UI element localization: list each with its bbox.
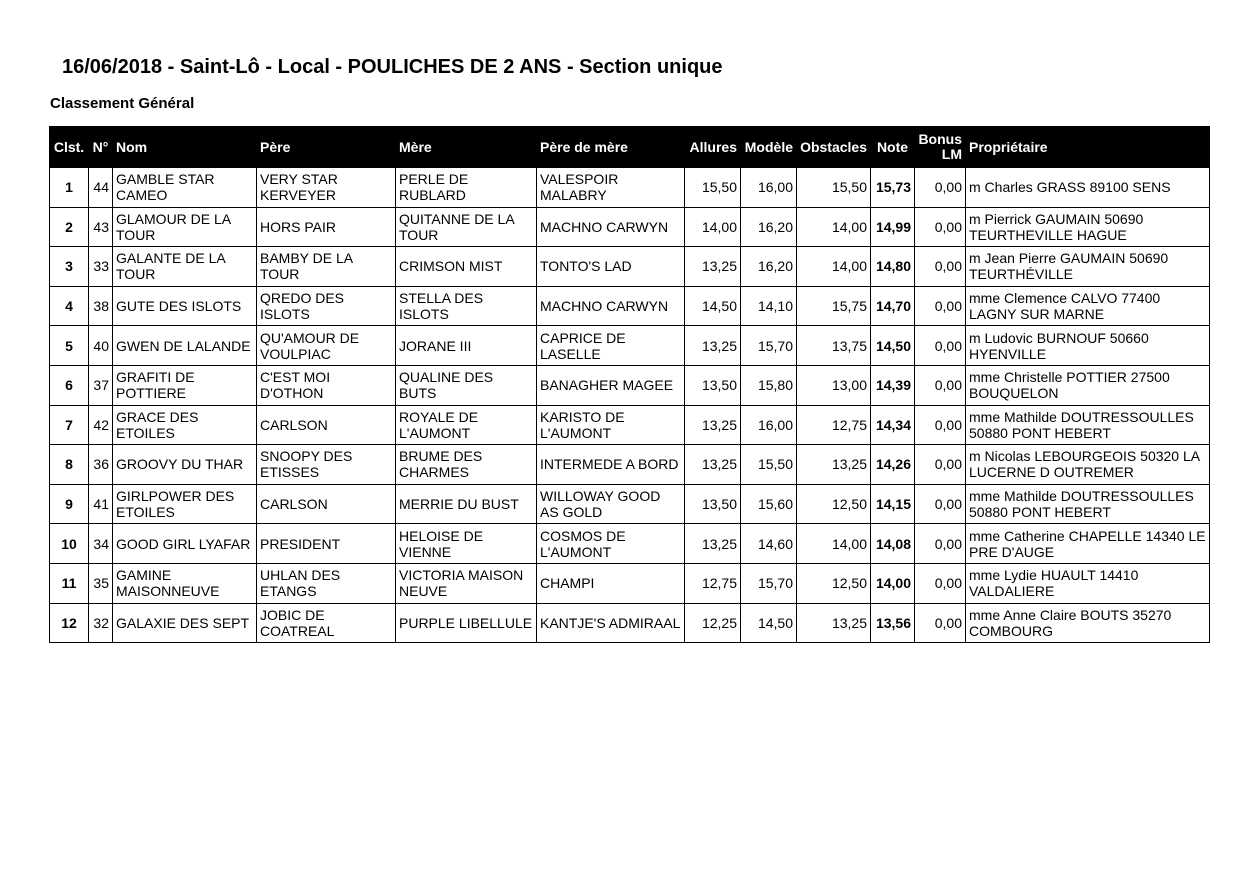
cell-modele: 15,70 (741, 563, 797, 603)
cell-proprietaire: mme Clemence CALVO 77400 LAGNY SUR MARNE (966, 286, 1210, 326)
cell-allures: 15,50 (685, 168, 741, 208)
cell-nom: GROOVY DU THAR (113, 445, 257, 485)
cell-mere: STELLA DES ISLOTS (396, 286, 537, 326)
cell-pere: QU'AMOUR DE VOULPIAC (257, 326, 396, 366)
cell-modele: 16,00 (741, 405, 797, 445)
cell-bonus-lm: 0,00 (915, 247, 966, 287)
table-row (50, 168, 1210, 208)
cell-num: 32 (89, 603, 113, 643)
cell-mere: VICTORIA MAISON NEUVE (396, 563, 537, 603)
cell-num: 36 (89, 445, 113, 485)
cell-note: 14,26 (871, 445, 915, 485)
cell-bonus-lm: 0,00 (915, 603, 966, 643)
cell-allures: 13,50 (685, 365, 741, 405)
col-header-obstacles: Obstacles (797, 127, 871, 168)
cell-proprietaire: mme Christelle POTTIER 27500 BOUQUELON (966, 365, 1210, 405)
cell-obstacles: 14,00 (797, 207, 871, 247)
cell-modele: 15,60 (741, 484, 797, 524)
cell-note: 14,34 (871, 405, 915, 445)
cell-nom: GWEN DE LALANDE (113, 326, 257, 366)
cell-modele: 14,60 (741, 524, 797, 564)
cell-pere-de-mere: KARISTO DE L'AUMONT (537, 405, 685, 445)
cell-pere: HORS PAIR (257, 207, 396, 247)
cell-bonus-lm: 0,00 (915, 207, 966, 247)
cell-num: 41 (89, 484, 113, 524)
cell-clst: 4 (50, 286, 89, 326)
cell-obstacles: 12,50 (797, 563, 871, 603)
section-heading: Classement Général (50, 95, 195, 112)
cell-allures: 13,25 (685, 405, 741, 445)
col-header-proprietaire: Propriétaire (966, 127, 1210, 168)
cell-num: 40 (89, 326, 113, 366)
cell-proprietaire: mme Lydie HUAULT 14410 VALDALIERE (966, 563, 1210, 603)
cell-pere-de-mere: MACHNO CARWYN (537, 286, 685, 326)
cell-mere: MERRIE DU BUST (396, 484, 537, 524)
cell-obstacles: 14,00 (797, 247, 871, 287)
cell-proprietaire: mme Anne Claire BOUTS 35270 COMBOURG (966, 603, 1210, 643)
cell-note: 14,80 (871, 247, 915, 287)
cell-bonus-lm: 0,00 (915, 365, 966, 405)
cell-proprietaire: m Pierrick GAUMAIN 50690 TEURTHEVILLE HAGUE (966, 207, 1210, 247)
col-header-pere-de-mere: Père de mère (537, 127, 685, 168)
cell-note: 14,70 (871, 286, 915, 326)
cell-pere: QREDO DES ISLOTS (257, 286, 396, 326)
col-header-pere: Père (257, 127, 396, 168)
results-table (49, 126, 1210, 643)
table-row (50, 524, 1210, 564)
cell-note: 14,15 (871, 484, 915, 524)
cell-num: 33 (89, 247, 113, 287)
cell-modele: 15,50 (741, 445, 797, 485)
cell-num: 43 (89, 207, 113, 247)
cell-obstacles: 15,75 (797, 286, 871, 326)
cell-bonus-lm: 0,00 (915, 484, 966, 524)
cell-modele: 16,00 (741, 168, 797, 208)
cell-obstacles: 13,00 (797, 365, 871, 405)
table-row (50, 484, 1210, 524)
cell-allures: 14,00 (685, 207, 741, 247)
cell-bonus-lm: 0,00 (915, 445, 966, 485)
cell-clst: 8 (50, 445, 89, 485)
cell-proprietaire: m Ludovic BURNOUF 50660 HYENVILLE (966, 326, 1210, 366)
cell-modele: 14,10 (741, 286, 797, 326)
col-header-note: Note (871, 127, 915, 168)
cell-obstacles: 13,25 (797, 445, 871, 485)
table-row (50, 405, 1210, 445)
cell-modele: 14,50 (741, 603, 797, 643)
cell-pere-de-mere: INTERMEDE A BORD (537, 445, 685, 485)
table-row (50, 563, 1210, 603)
cell-obstacles: 15,50 (797, 168, 871, 208)
cell-clst: 6 (50, 365, 89, 405)
cell-bonus-lm: 0,00 (915, 524, 966, 564)
cell-nom: GIRLPOWER DES ETOILES (113, 484, 257, 524)
table-row (50, 445, 1210, 485)
cell-clst: 7 (50, 405, 89, 445)
cell-pere-de-mere: COSMOS DE L'AUMONT (537, 524, 685, 564)
cell-nom: GRACE DES ETOILES (113, 405, 257, 445)
cell-pere: SNOOPY DES ETISSES (257, 445, 396, 485)
cell-mere: HELOISE DE VIENNE (396, 524, 537, 564)
cell-clst: 1 (50, 168, 89, 208)
cell-note: 13,56 (871, 603, 915, 643)
cell-pere: JOBIC DE COATREAL (257, 603, 396, 643)
cell-allures: 13,25 (685, 247, 741, 287)
cell-pere: PRESIDENT (257, 524, 396, 564)
cell-allures: 13,25 (685, 524, 741, 564)
cell-pere-de-mere: VALESPOIR MALABRY (537, 168, 685, 208)
cell-note: 14,99 (871, 207, 915, 247)
cell-bonus-lm: 0,00 (915, 168, 966, 208)
cell-mere: CRIMSON MIST (396, 247, 537, 287)
cell-num: 37 (89, 365, 113, 405)
table-header-row (50, 127, 1210, 168)
cell-mere: PURPLE LIBELLULE (396, 603, 537, 643)
cell-pere: C'EST MOI D'OTHON (257, 365, 396, 405)
cell-pere-de-mere: CHAMPI (537, 563, 685, 603)
table-row (50, 365, 1210, 405)
col-header-nom: Nom (113, 127, 257, 168)
col-header-clst: Clst. (50, 127, 89, 168)
cell-mere: BRUME DES CHARMES (396, 445, 537, 485)
cell-obstacles: 13,25 (797, 603, 871, 643)
table-row (50, 603, 1210, 643)
cell-pere: UHLAN DES ETANGS (257, 563, 396, 603)
cell-bonus-lm: 0,00 (915, 326, 966, 366)
cell-allures: 13,25 (685, 445, 741, 485)
cell-mere: ROYALE DE L'AUMONT (396, 405, 537, 445)
cell-nom: GAMBLE STAR CAMEO (113, 168, 257, 208)
col-header-allures: Allures (685, 127, 741, 168)
cell-num: 38 (89, 286, 113, 326)
cell-proprietaire: mme Catherine CHAPELLE 14340 LE PRE D'AUGE (966, 524, 1210, 564)
cell-note: 14,08 (871, 524, 915, 564)
cell-clst: 5 (50, 326, 89, 366)
col-header-modele: Modèle (741, 127, 797, 168)
cell-note: 15,73 (871, 168, 915, 208)
cell-clst: 12 (50, 603, 89, 643)
cell-modele: 16,20 (741, 247, 797, 287)
cell-nom: GALAXIE DES SEPT (113, 603, 257, 643)
cell-clst: 9 (50, 484, 89, 524)
cell-pere-de-mere: TONTO'S LAD (537, 247, 685, 287)
cell-modele: 15,80 (741, 365, 797, 405)
cell-modele: 16,20 (741, 207, 797, 247)
cell-bonus-lm: 0,00 (915, 563, 966, 603)
cell-proprietaire: m Jean Pierre GAUMAIN 50690 TEURTHÉVILLE (966, 247, 1210, 287)
cell-proprietaire: m Nicolas LEBOURGEOIS 50320 LA LUCERNE D OUTREMER (966, 445, 1210, 485)
cell-nom: GUTE DES ISLOTS (113, 286, 257, 326)
cell-note: 14,00 (871, 563, 915, 603)
cell-pere-de-mere: CAPRICE DE LASELLE (537, 326, 685, 366)
table-row (50, 286, 1210, 326)
cell-obstacles: 12,50 (797, 484, 871, 524)
cell-clst: 2 (50, 207, 89, 247)
cell-pere: CARLSON (257, 405, 396, 445)
cell-pere: CARLSON (257, 484, 396, 524)
cell-nom: GLAMOUR DE LA TOUR (113, 207, 257, 247)
col-header-num: N° (89, 127, 113, 168)
cell-nom: GALANTE DE LA TOUR (113, 247, 257, 287)
table-row (50, 247, 1210, 287)
cell-pere-de-mere: BANAGHER MAGEE (537, 365, 685, 405)
cell-bonus-lm: 0,00 (915, 286, 966, 326)
cell-allures: 13,50 (685, 484, 741, 524)
cell-num: 34 (89, 524, 113, 564)
cell-mere: QUALINE DES BUTS (396, 365, 537, 405)
cell-proprietaire: mme Mathilde DOUTRESSOULLES 50880 PONT HEBERT (966, 484, 1210, 524)
cell-mere: PERLE DE RUBLARD (396, 168, 537, 208)
cell-nom: GAMINE MAISONNEUVE (113, 563, 257, 603)
cell-allures: 14,50 (685, 286, 741, 326)
cell-note: 14,39 (871, 365, 915, 405)
cell-mere: QUITANNE DE LA TOUR (396, 207, 537, 247)
cell-pere-de-mere: KANTJE'S ADMIRAAL (537, 603, 685, 643)
cell-allures: 12,25 (685, 603, 741, 643)
cell-nom: GRAFITI DE POTTIERE (113, 365, 257, 405)
cell-pere-de-mere: MACHNO CARWYN (537, 207, 685, 247)
cell-mere: JORANE III (396, 326, 537, 366)
cell-allures: 12,75 (685, 563, 741, 603)
cell-num: 35 (89, 563, 113, 603)
cell-note: 14,50 (871, 326, 915, 366)
cell-num: 42 (89, 405, 113, 445)
cell-pere-de-mere: WILLOWAY GOOD AS GOLD (537, 484, 685, 524)
col-header-bonus-lm: Bonus LM (915, 127, 966, 168)
col-header-mere: Mère (396, 127, 537, 168)
table-row (50, 326, 1210, 366)
cell-clst: 10 (50, 524, 89, 564)
cell-modele: 15,70 (741, 326, 797, 366)
cell-obstacles: 12,75 (797, 405, 871, 445)
cell-pere: VERY STAR KERVEYER (257, 168, 396, 208)
cell-pere: BAMBY DE LA TOUR (257, 247, 396, 287)
cell-obstacles: 13,75 (797, 326, 871, 366)
cell-allures: 13,25 (685, 326, 741, 366)
cell-clst: 11 (50, 563, 89, 603)
cell-bonus-lm: 0,00 (915, 405, 966, 445)
cell-clst: 3 (50, 247, 89, 287)
table-row (50, 207, 1210, 247)
cell-obstacles: 14,00 (797, 524, 871, 564)
cell-proprietaire: m Charles GRASS 89100 SENS (966, 168, 1210, 208)
page-title: 16/06/2018 - Saint-Lô - Local - POULICHES DE 2 ANS - Section unique (62, 56, 723, 78)
cell-nom: GOOD GIRL LYAFAR (113, 524, 257, 564)
cell-num: 44 (89, 168, 113, 208)
cell-proprietaire: mme Mathilde DOUTRESSOULLES 50880 PONT HEBERT (966, 405, 1210, 445)
